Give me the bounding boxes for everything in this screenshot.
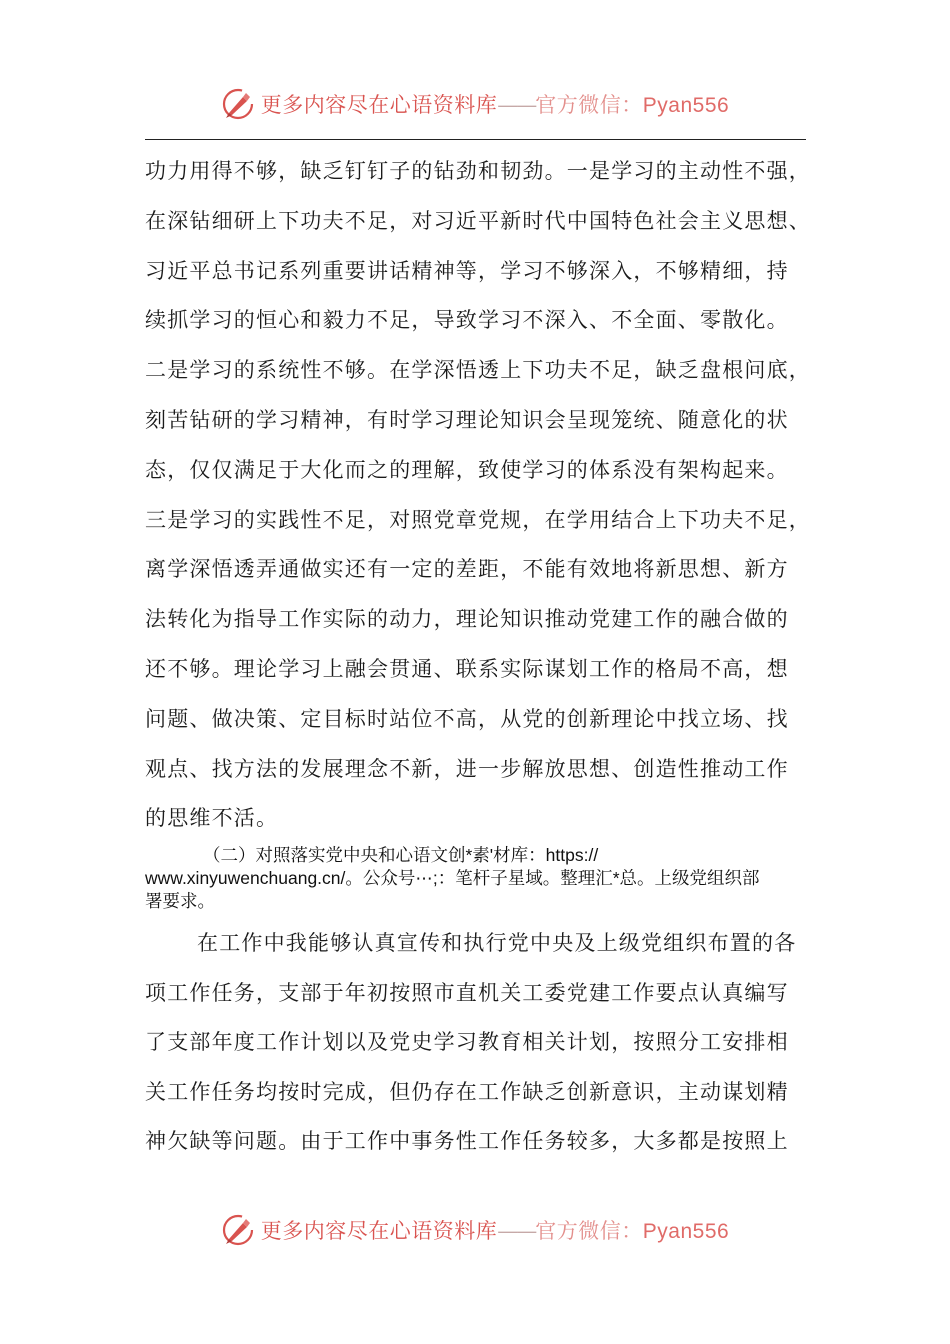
paragraph-line: 观点、找方法的发展理念不新，进一步解放思想、创造性推动工作 <box>145 756 789 781</box>
paragraph-line: 在深钻细研上下功夫不足，对习近平新时代中国特色社会主义思想、 <box>145 208 811 233</box>
paragraph-line: 态，仅仅满足于大化而之的理解，致使学习的体系没有架构起来。 <box>145 457 789 482</box>
banner-text: 更多内容尽在心语资料库——官方微信：Pyan556 <box>260 1219 730 1243</box>
heading-line: （二）对照落实党中央和心语文创*素'材库：https:// <box>203 845 599 865</box>
paragraph-line: 项工作任务，支部于年初按照市直机关工委党建工作要点认真编写 <box>145 980 789 1005</box>
paragraph-2 <box>145 919 810 1167</box>
paragraph-line: 问题、做决策、定目标时站位不高，从党的创新理论中找立场、找 <box>145 706 789 731</box>
paragraph-line: 离学深悟透弄通做实还有一定的差距，不能有效地将新思想、新方 <box>145 557 789 582</box>
paragraph-line: 在工作中我能够认真宣传和执行党中央及上级党组织布置的各 <box>197 931 797 955</box>
paragraph-line: 还不够。理论学习上融会贯通、联系实际谋划工作的格局不高，想 <box>145 656 789 681</box>
paragraph-line: 神欠缺等问题。由于工作中事务性工作任务较多，大多都是按照上 <box>145 1129 789 1154</box>
paragraph-line: 三是学习的实践性不足，对照党章党规，在学用结合上下功夫不足， <box>145 507 811 532</box>
paragraph-line: 续抓学习的恒心和毅力不足，导致学习不深入、不全面、零散化。 <box>145 308 789 333</box>
footer-banner <box>0 1208 950 1252</box>
paragraph-line: 法转化为指导工作实际的动力，理论知识推动党建工作的融合做的 <box>145 607 789 632</box>
paragraph-line: 了支部年度工作计划以及党史学习教育相关计划，按照分工安排相 <box>145 1030 789 1055</box>
header-banner <box>0 82 950 126</box>
paragraph-line: 功力用得不够，缺乏钉钉子的钻劲和韧劲。一是学习的主动性不强， <box>145 159 811 183</box>
pen-nib-logo-icon <box>221 87 255 121</box>
paragraph-line: 的思维不活。 <box>145 806 279 831</box>
heading-line: www.xinyuwenchuang.cn/。公众号⋯;：笔杆子星域。整理汇*总。上级党组织部 <box>145 868 760 888</box>
section-heading <box>145 844 815 913</box>
pen-nib-logo-icon <box>221 1213 255 1247</box>
header-divider <box>145 139 806 140</box>
banner-text: 更多内容尽在心语资料库——官方微信：Pyan556 <box>260 93 730 117</box>
heading-line: 署要求。 <box>145 891 215 911</box>
paragraph-1 <box>145 147 810 844</box>
paragraph-line: 二是学习的系统性不够。在学深悟透上下功夫不足，缺乏盘根问底， <box>145 358 811 383</box>
paragraph-line: 关工作任务均按时完成，但仍存在工作缺乏创新意识，主动谋划精 <box>145 1079 789 1104</box>
paragraph-line: 刻苦钻研的学习精神，有时学习理论知识会呈现笼统、随意化的状 <box>145 407 789 432</box>
paragraph-line: 习近平总书记系列重要讲话精神等，学习不够深入，不够精细，持 <box>145 258 789 283</box>
